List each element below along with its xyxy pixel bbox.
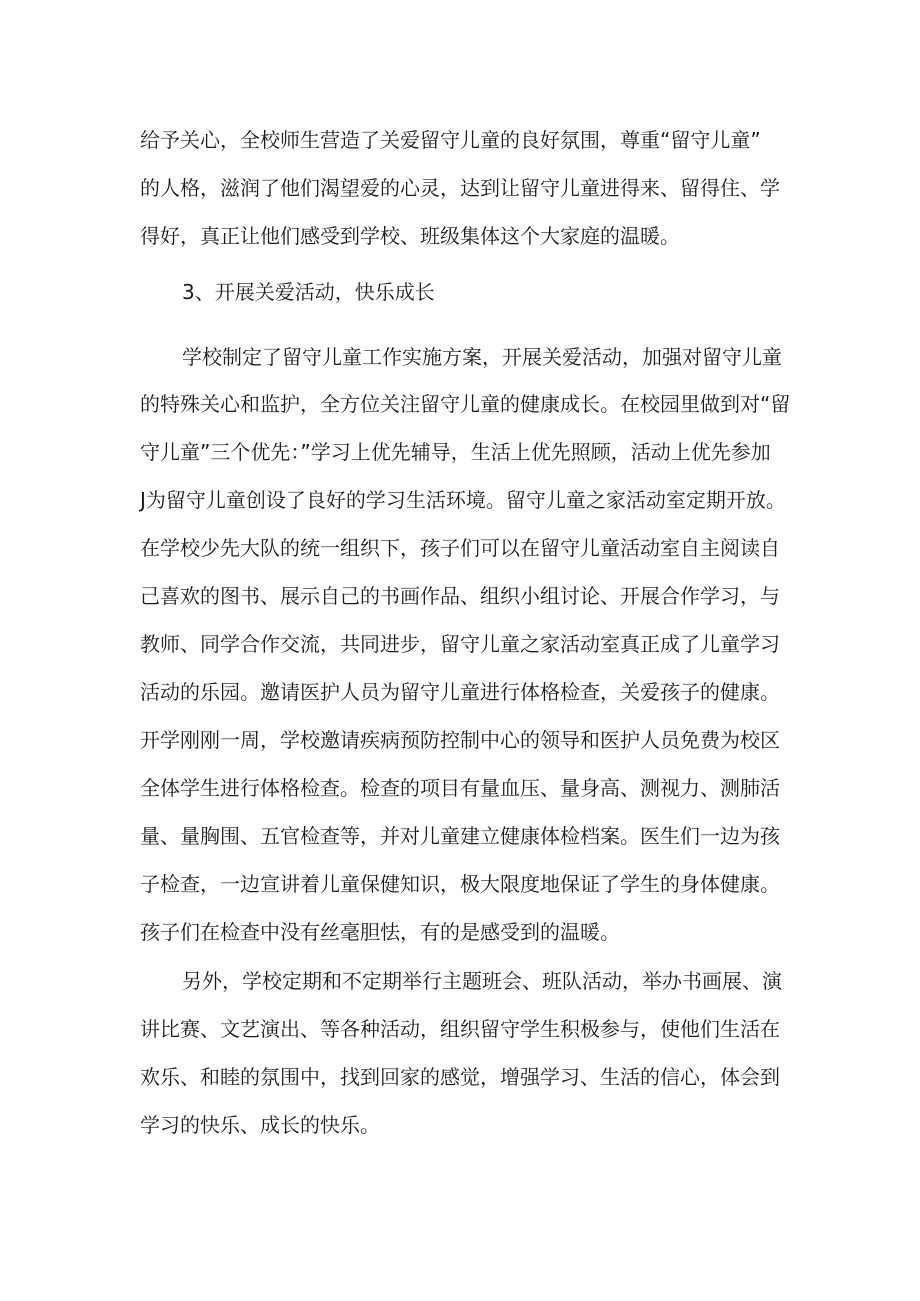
paragraph-1-line-2: 的人格，滋润了他们渴望爱的心灵，达到让留守儿童进得来、留得住、学	[140, 176, 780, 200]
section-heading: 3、开展关爱活动，快乐成长	[182, 280, 435, 304]
paragraph-2-line-1: 学校制定了留守儿童工作实施方案，开展关爱活动，加强对留守儿童	[182, 345, 782, 369]
paragraph-2-line-8: 活动的乐园。邀请医护人员为留守儿童进行体格检查，关爱孩子的健康。	[140, 680, 780, 704]
paragraph-3-line-2: 讲比赛、文艺演出、等各种活动，组织留守学生积极参与，使他们生活在	[140, 1017, 780, 1041]
paragraph-2-line-13: 孩子们在检查中没有丝毫胆怯，有的是感受到的温暖。	[140, 920, 620, 944]
paragraph-2-line-3: 守儿童”三个优先：”学习上优先辅导，生活上优先照顾，活动上优先参加	[140, 440, 771, 464]
paragraph-3-line-1: 另外，学校定期和不定期举行主题班会、班队活动，举办书画展、演	[182, 969, 782, 993]
paragraph-2-line-2: 的特殊关心和监护，全方位关注留守儿童的健康成长。在校园里做到对“留	[140, 392, 791, 416]
paragraph-1-line-1: 给予关心，全校师生营造了关爱留守儿童的良好氛围，尊重“留守儿童”	[140, 128, 761, 152]
paragraph-2-line-11: 量、量胸围、五官检查等，并对儿童建立健康体检档案。医生们一边为孩	[140, 824, 780, 848]
paragraph-2-line-4: J为留守儿童创设了良好的学习生活环境。留守儿童之家活动室定期开放。	[140, 488, 786, 512]
paragraph-2-line-10: 全体学生进行体格检查。检查的项目有量血压、量身高、测视力、测肺活	[140, 776, 780, 800]
paragraph-2-line-5: 在学校少先大队的统一组织下，孩子们可以在留守儿童活动室自主阅读自	[140, 536, 780, 560]
paragraph-3-line-4: 学习的快乐、成长的快乐。	[140, 1113, 380, 1137]
paragraph-2-line-6: 己喜欢的图书、展示自己的书画作品、组织小组讨论、开展合作学习，与	[140, 584, 780, 608]
paragraph-2-line-12: 子检查，一边宣讲着儿童保健知识，极大限度地保证了学生的身体健康。	[140, 872, 780, 896]
paragraph-2-line-7: 教师、同学合作交流，共同进步，留守儿童之家活动室真正成了儿童学习	[140, 632, 780, 656]
paragraph-1-line-3: 得好，真正让他们感受到学校、班级集体这个大家庭的温暖。	[140, 224, 680, 248]
paragraph-3-line-3: 欢乐、和睦的氛围中，找到回家的感觉，增强学习、生活的信心，体会到	[140, 1065, 780, 1089]
paragraph-2-line-9: 开学刚刚一周，学校邀请疾病预防控制中心的领导和医护人员免费为校区	[140, 728, 780, 752]
